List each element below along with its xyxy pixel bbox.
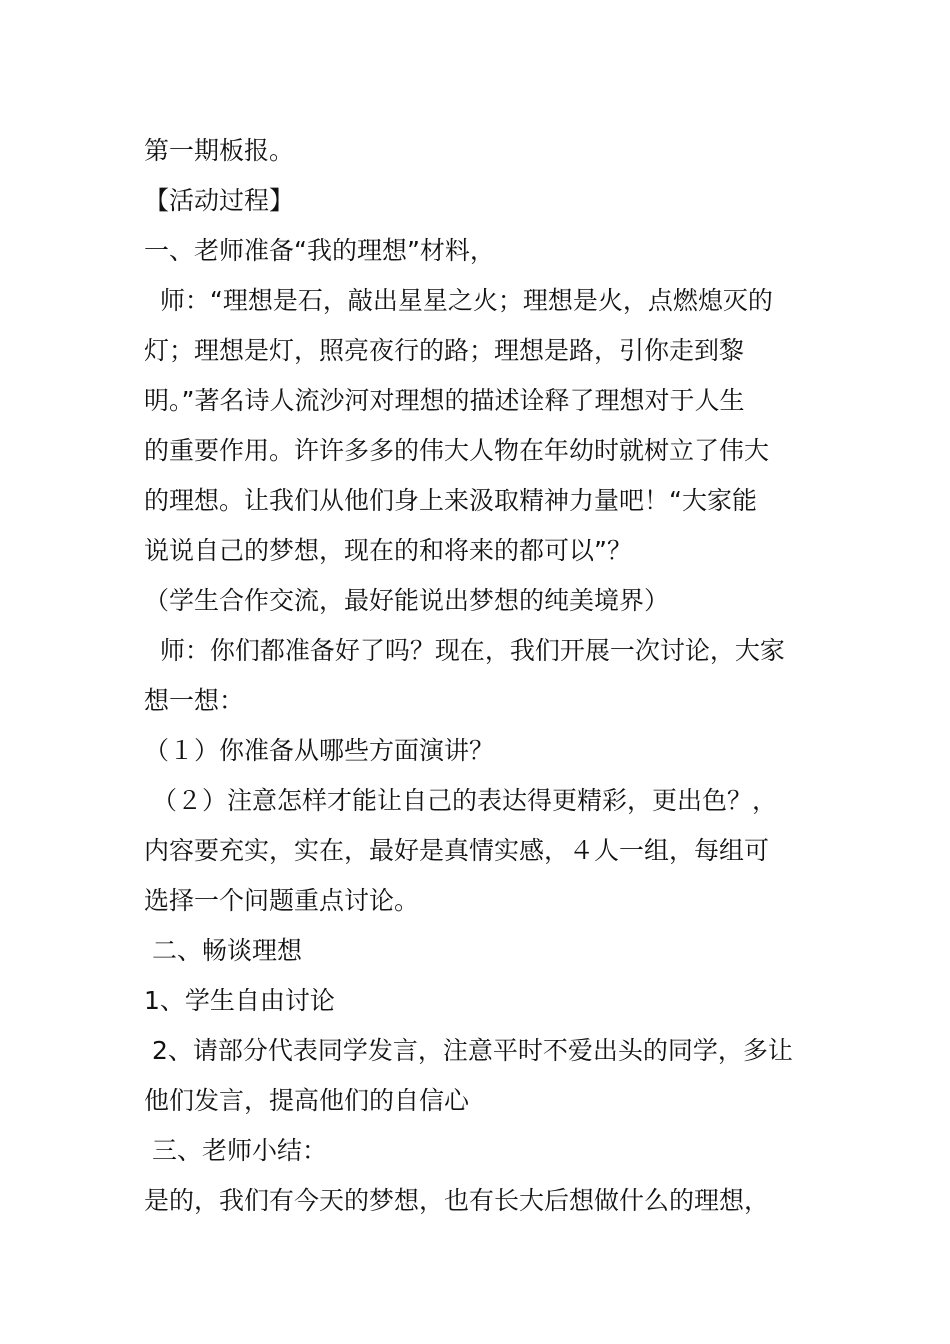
text-line: 的理想。让我们从他们身上来汲取精神力量吧！“大家能 [144,486,757,515]
list-item: 1、学生自由讨论 [144,986,335,1015]
section-heading: 一、老师准备“我的理想”材料， [144,236,495,265]
section-heading: 二、畅谈理想 [144,936,302,965]
text-line: 的重要作用。许许多多的伟大人物在年幼时就树立了伟大 [144,436,770,465]
text-line: 他们发言，提高他们的自信心 [144,1086,470,1115]
text-line: 灯；理想是灯，照亮夜行的路；理想是路，引你走到黎 [144,336,745,365]
list-item: 2、请部分代表同学发言，注意平时不爱出头的同学，多让 [144,1036,793,1065]
document-body [144,126,814,1226]
text-line: 想一想： [144,686,245,715]
text-line: 是的，我们有今天的梦想，也有长大后想做什么的理想， [144,1186,770,1215]
section-heading: 【活动过程】 [144,186,295,215]
text-line: 说说自己的梦想，现在的和将来的都可以”？ [144,536,632,565]
section-heading: 三、老师小结： [144,1136,327,1165]
text-line: 师：“理想是石，敲出星星之火；理想是火，点燃熄灭的 [144,286,773,315]
text-line: 第一期板报。 [144,136,295,165]
text-line: 明。”著名诗人流沙河对理想的描述诠释了理想对于人生 [144,386,745,415]
text-line: 内容要充实，实在，最好是真情实感，４人一组，每组可 [144,836,770,865]
list-item: （２）注意怎样才能让自己的表达得更精彩，更出色？， [144,786,777,815]
text-line: 选择一个问题重点讨论。 [144,886,420,915]
text-line: 师：你们都准备好了吗？现在，我们开展一次讨论，大家 [144,636,785,665]
text-line: （学生合作交流，最好能说出梦想的纯美境界） [144,586,670,615]
list-item: （１）你准备从哪些方面演讲？ [144,736,495,765]
